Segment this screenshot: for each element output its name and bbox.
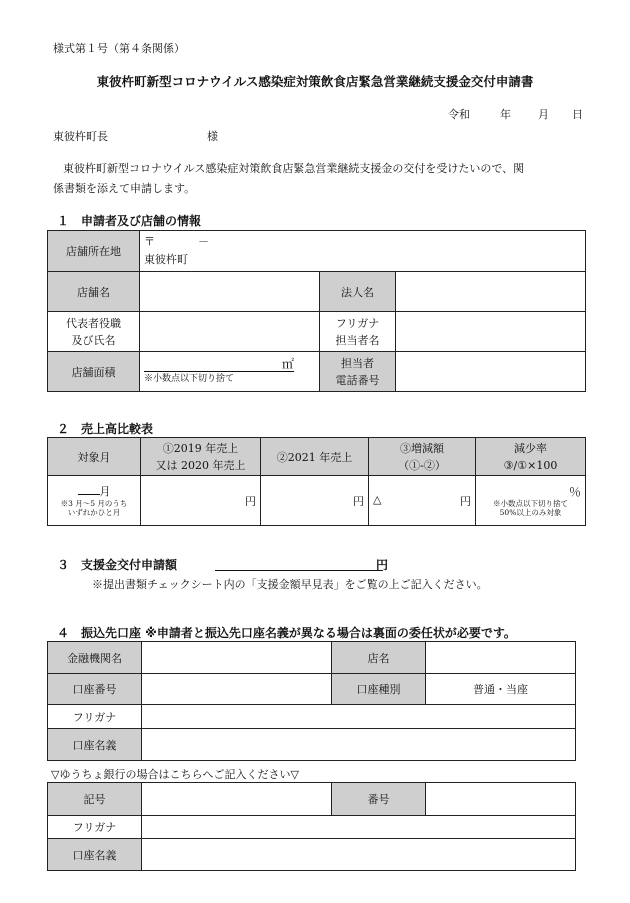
sales-2021-yen: 円 xyxy=(353,494,364,508)
branch-name-field[interactable] xyxy=(426,642,576,674)
corp-name-label: 法人名 xyxy=(320,272,396,312)
month-note-line2: いずれかひと月 xyxy=(67,507,121,517)
section2-title: ２ 売上高比較表 xyxy=(57,422,154,436)
col-sales-2021: ②2021 年売上 xyxy=(261,438,369,476)
contact-phone-label xyxy=(320,352,396,392)
bank-name-field[interactable] xyxy=(142,642,332,674)
month-unit: 月 xyxy=(99,484,111,498)
col-decrease-rate-line1: 減少率 xyxy=(514,441,547,455)
shop-address-field[interactable] xyxy=(140,231,586,272)
col-difference-line1: ③増減額 xyxy=(400,441,444,455)
col-difference-line2: （①-②） xyxy=(398,458,446,472)
section3-note: ※提出書類チェックシート内の「支援金額早見表」をご覧の上ご記入ください。 xyxy=(92,578,488,591)
addressee: 東彼杵町長 xyxy=(53,130,108,143)
shop-name-field[interactable] xyxy=(140,272,320,312)
yucho-symbol-label: 記号 xyxy=(48,783,142,816)
date-day-label: 日 xyxy=(572,108,583,121)
intro-text-line1: 東彼杵町新型コロナウイルス感染症対策飲食店緊急営業継続支援金の交付を受けたいので、関 xyxy=(63,162,525,175)
account-number-label: 口座番号 xyxy=(48,674,142,705)
postal-dash: － xyxy=(198,235,209,248)
col-decrease-rate xyxy=(476,438,586,476)
rate-note-line1: ※小数点以下切り捨て xyxy=(493,498,568,508)
postal-mark: 〒 xyxy=(144,235,155,248)
account-furigana-label: フリガナ xyxy=(48,705,142,729)
applicant-info-table xyxy=(47,230,586,392)
yucho-number-field[interactable] xyxy=(426,783,576,816)
target-month-field[interactable] xyxy=(48,476,141,526)
yucho-furigana-field[interactable] xyxy=(142,816,576,839)
account-number-field[interactable] xyxy=(142,674,332,705)
date-year-label: 年 xyxy=(500,108,511,121)
yucho-number-label: 番号 xyxy=(332,783,426,816)
shop-address-label: 店舗所在地 xyxy=(48,231,140,272)
sales-2019-yen: 円 xyxy=(245,494,256,508)
representative-label-line2: 及び氏名 xyxy=(71,333,116,347)
col-sales-2019-line1: ①2019 年売上 xyxy=(162,441,239,455)
contact-phone-label-line1: 担当者 xyxy=(341,356,374,370)
shop-area-label: 店舗面積 xyxy=(48,352,140,392)
yucho-account-table xyxy=(47,782,576,871)
contact-furigana-label: フリガナ xyxy=(335,316,380,330)
section1-title: １ 申請者及び店舗の情報 xyxy=(57,214,202,228)
account-type-label: 口座種別 xyxy=(332,674,426,705)
col-target-month: 対象月 xyxy=(48,438,141,476)
account-holder-field[interactable] xyxy=(142,729,576,761)
contact-phone-label-line2: 電話番号 xyxy=(335,373,380,387)
date-month-label: 月 xyxy=(538,108,549,121)
col-difference xyxy=(369,438,476,476)
month-note-line1: ※3 月～5 月のうち xyxy=(60,498,128,508)
sales-2021-field[interactable] xyxy=(261,476,369,526)
area-unit: ㎡ xyxy=(144,357,294,372)
account-holder-label: 口座名義 xyxy=(48,729,142,761)
form-number: 様式第１号（第４条関係） xyxy=(53,42,185,55)
sales-2019-field[interactable] xyxy=(141,476,261,526)
date-field[interactable] xyxy=(448,106,583,122)
col-decrease-rate-line2: ③/①×100 xyxy=(503,458,558,472)
grant-amount-yen: 円 xyxy=(376,558,389,572)
yucho-note: ▽ゆうちょ銀行の場合はこちらへご記入ください▽ xyxy=(51,768,299,781)
rate-note-line2: 50%以上のみ対象 xyxy=(499,507,562,517)
section4-title: ４ 振込先口座 ※申請者と振込先口座名義が異なる場合は裏面の委任状が必要です。 xyxy=(57,626,516,640)
contact-phone-field[interactable] xyxy=(396,352,586,392)
intro-text-line2: 係書類を添えて申請します。 xyxy=(53,182,196,195)
bank-account-table xyxy=(47,641,576,761)
representative-field[interactable] xyxy=(140,312,320,352)
shop-area-field[interactable] xyxy=(140,352,320,392)
rate-percent: ％ xyxy=(568,484,581,499)
account-furigana-field[interactable] xyxy=(142,705,576,729)
col-sales-2019-line2: 又は 2020 年売上 xyxy=(155,458,246,472)
document-title: 東彼杵町新型コロナウイルス感染症対策飲食店緊急営業継続支援金交付申請書 xyxy=(96,74,534,89)
corp-name-field[interactable] xyxy=(396,272,586,312)
representative-label-line1: 代表者役職 xyxy=(66,316,121,330)
contact-name-field[interactable] xyxy=(396,312,586,352)
yucho-holder-label: 口座名義 xyxy=(48,839,142,871)
grant-amount-field[interactable] xyxy=(215,555,383,571)
sales-comparison-table xyxy=(47,437,586,526)
area-note: ※小数点以下切り捨て xyxy=(144,374,235,384)
contact-name-label xyxy=(320,312,396,352)
col-sales-2019 xyxy=(141,438,261,476)
difference-triangle: △ xyxy=(373,492,382,506)
representative-label xyxy=(48,312,140,352)
branch-name-label: 店名 xyxy=(332,642,426,674)
bank-name-label: 金融機関名 xyxy=(48,642,142,674)
yucho-holder-field[interactable] xyxy=(142,839,576,871)
yucho-symbol-field[interactable] xyxy=(142,783,332,816)
difference-yen: 円 xyxy=(460,494,471,508)
date-era: 令和 xyxy=(448,108,470,121)
shop-name-label: 店舗名 xyxy=(48,272,140,312)
difference-field[interactable] xyxy=(369,476,476,526)
addressee-honorific: 様 xyxy=(207,130,218,143)
contact-name-label-text: 担当者名 xyxy=(335,333,380,347)
section3-title: ３ 支援金交付申請額 xyxy=(57,558,178,572)
account-type-field[interactable]: 普通・当座 xyxy=(426,674,576,705)
yucho-furigana-label: フリガナ xyxy=(48,816,142,839)
decrease-rate-field[interactable] xyxy=(476,476,586,526)
shop-town: 東彼杵町 xyxy=(144,253,188,266)
